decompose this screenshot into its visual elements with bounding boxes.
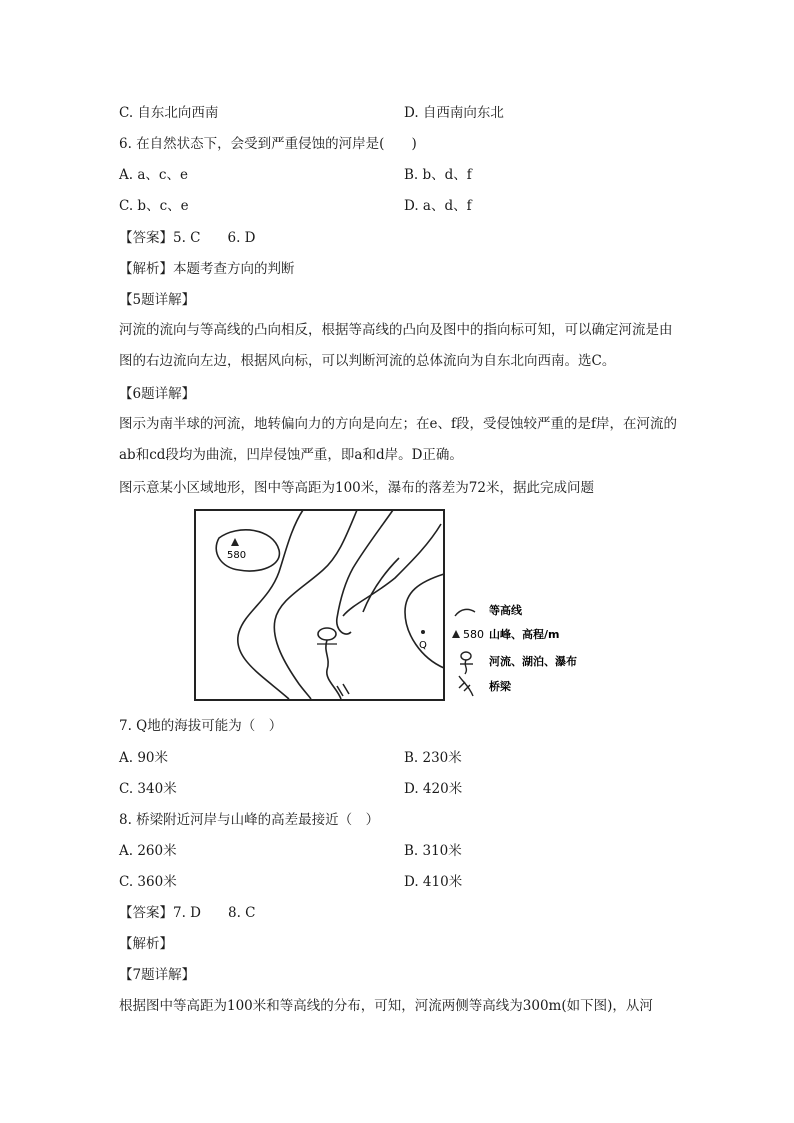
- legend-peak-icon: [452, 630, 460, 638]
- legend-contour-icon: [455, 609, 475, 616]
- q8-option-d: D. 410米: [404, 874, 463, 890]
- topographic-map: [193, 508, 613, 704]
- detail-7-text: 根据图中等高距为100米和等高线的分布，可知，河流两侧等高线为300m(如下图)，从河: [119, 998, 653, 1014]
- q8-option-a: A. 260米: [119, 843, 177, 859]
- legend-bridge-label: 桥梁: [489, 680, 511, 693]
- detail-6-title: 【6题详解】: [119, 386, 196, 402]
- map-frame: [195, 510, 444, 700]
- q6-option-a: A. a、c、e: [119, 167, 188, 183]
- q6-option-d: D. a、d、f: [404, 198, 472, 214]
- q6-option-c: C. b、c、e: [119, 198, 189, 214]
- point-q-marker: [421, 630, 425, 634]
- map-legend: [452, 603, 577, 696]
- legend-bridge-icon: [459, 676, 473, 696]
- point-q-label: Q: [419, 640, 427, 651]
- legend-peak-label: 山峰、高程/m: [489, 628, 560, 641]
- peak-elevation: 580: [227, 550, 247, 561]
- q8-option-b: B. 310米: [404, 843, 462, 859]
- legend-river-icon: [460, 652, 473, 674]
- analysis-5-6: 【解析】本题考查方向的判断: [119, 261, 295, 277]
- analysis-7-8: 【解析】: [119, 936, 173, 952]
- q8-option-c: C. 360米: [119, 874, 177, 890]
- q6-option-b: B. b、d、f: [404, 167, 472, 183]
- legend-river-label: 河流、湖泊、瀑布: [489, 655, 577, 668]
- detail-7-title: 【7题详解】: [119, 967, 196, 983]
- q5-option-c: C. 自东北向西南: [119, 105, 219, 121]
- q7-option-c: C. 340米: [119, 781, 177, 797]
- answer-5-6: 【答案】5. C 6. D: [119, 230, 256, 246]
- q7-stem: 7. Q地的海拔可能为（ ）: [119, 718, 283, 734]
- q8-stem: 8. 桥梁附近河岸与山峰的高差最接近（ ）: [119, 812, 380, 828]
- q6-stem: 6. 在自然状态下，会受到严重侵蚀的河岸是( ): [119, 136, 417, 152]
- legend-peak-value: 580: [463, 628, 484, 641]
- q7-option-a: A. 90米: [119, 750, 169, 766]
- q7-option-b: B. 230米: [404, 750, 462, 766]
- map-intro: 图示意某小区域地形，图中等高距为100米，瀑布的落差为72米，据此完成问题: [119, 480, 594, 496]
- legend-contour-label: 等高线: [489, 604, 522, 617]
- q7-option-d: D. 420米: [404, 781, 463, 797]
- detail-5-title: 【5题详解】: [119, 292, 196, 308]
- detail-5-text: 河流的流向与等高线的凸向相反，根据等高线的凸向及图中的指向标可知，可以确定河流是由图的右边流向左边，根据风向标，可以判断河流的总体流向为自东北向西南。选C。: [119, 322, 673, 369]
- answer-7-8: 【答案】7. D 8. C: [119, 905, 256, 921]
- q5-option-d: D. 自西南向东北: [404, 105, 504, 121]
- detail-6-text: 图示为南半球的河流，地转偏向力的方向是向左；在e、f段，受侵蚀较严重的是f岸，在河流的ab和cd段均为曲流，凹岸侵蚀严重，即a和d岸。D正确。: [119, 416, 677, 463]
